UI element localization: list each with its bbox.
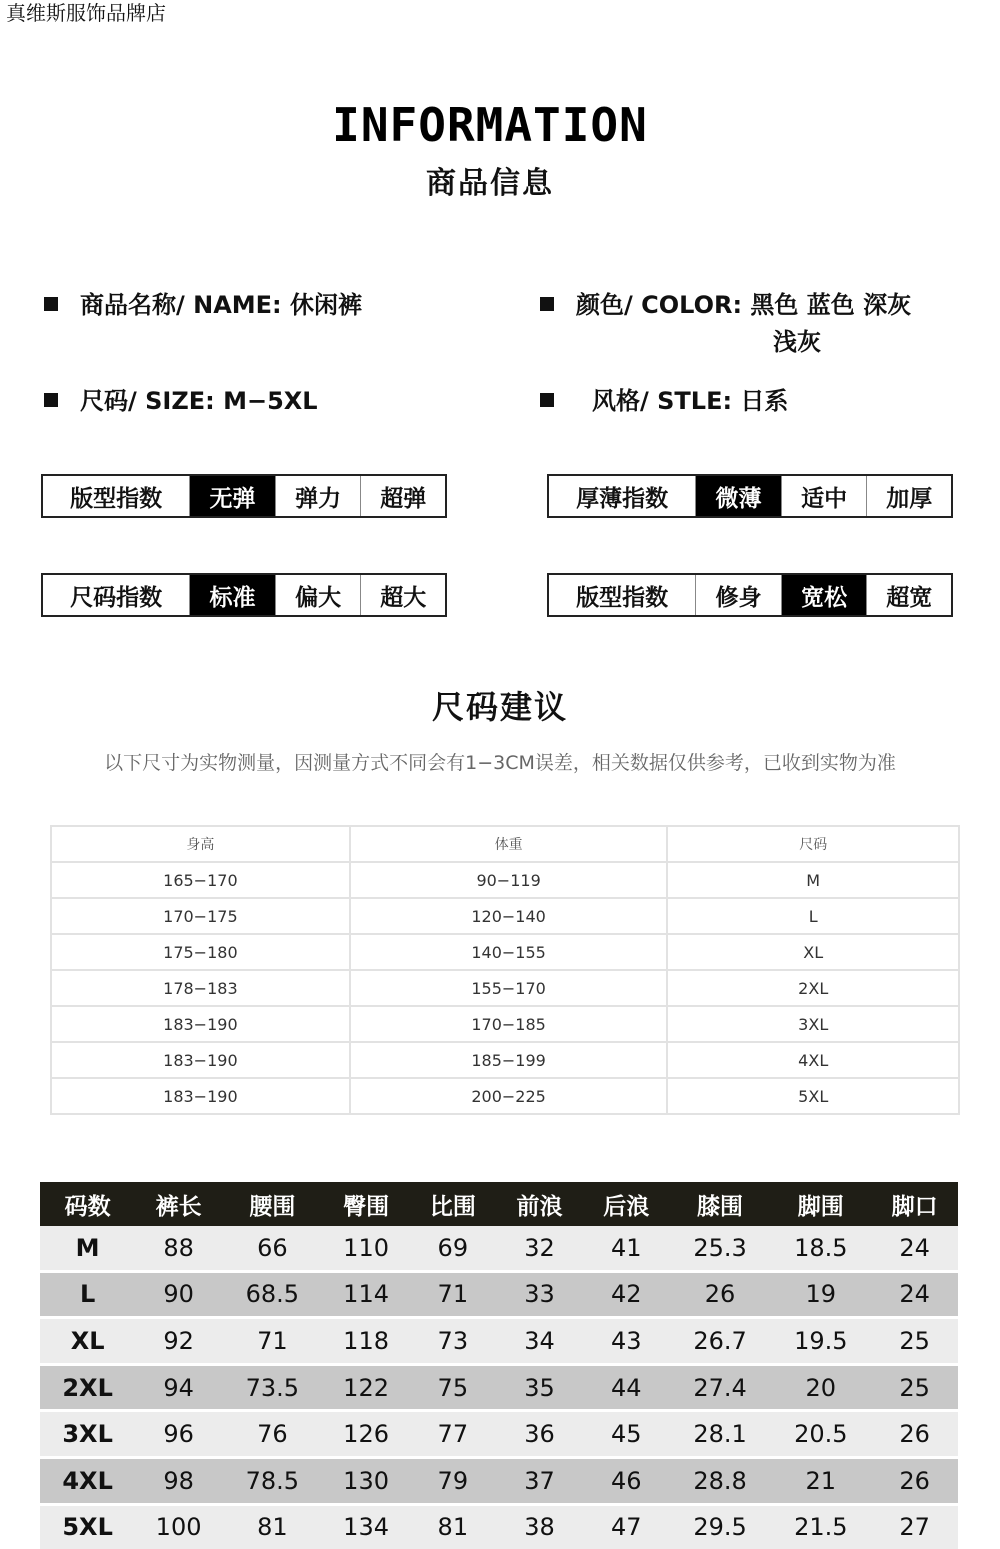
- bullet-square-icon: [540, 297, 554, 311]
- table-cell: 5XL: [40, 1504, 135, 1549]
- table-cell: 81: [222, 1504, 323, 1549]
- table-cell: 90−119: [350, 862, 668, 898]
- table-cell: 32: [496, 1226, 583, 1271]
- scale-label: 厚薄指数: [576, 485, 669, 512]
- table-cell: 94: [135, 1364, 222, 1411]
- table-row: [51, 970, 959, 1006]
- table-cell: 35: [496, 1364, 583, 1411]
- spec-name: [44, 288, 362, 322]
- table-cell: 41: [583, 1226, 670, 1271]
- table-cell: 3XL: [40, 1411, 135, 1458]
- scale-label: 版型指数: [70, 485, 163, 512]
- table-cell: 200−225: [350, 1078, 668, 1114]
- table-cell: 68.5: [222, 1271, 323, 1318]
- table-cell: 45: [583, 1411, 670, 1458]
- store-name: 真维斯服饰品牌店: [6, 1, 166, 25]
- table-row: [51, 1006, 959, 1042]
- table-cell: 92: [135, 1318, 222, 1365]
- header-cell: 身高: [51, 826, 350, 862]
- table-cell: 90: [135, 1271, 222, 1318]
- bullet-square-icon: [44, 297, 58, 311]
- scale-option: 超弹: [360, 476, 445, 516]
- spec-style: [540, 384, 788, 418]
- scale-option-selected: 微薄: [695, 476, 781, 516]
- table-row: [40, 1318, 958, 1365]
- table-cell: 73: [409, 1318, 496, 1365]
- table-cell: 100: [135, 1504, 222, 1549]
- info-title-cn: 商品信息: [426, 166, 554, 201]
- table-row: [40, 1226, 958, 1271]
- table-cell: 28.8: [670, 1457, 771, 1504]
- table-cell: 27: [871, 1504, 958, 1549]
- table-cell: 185−199: [350, 1042, 668, 1078]
- scale-option: 加厚: [866, 476, 951, 516]
- table-cell: 2XL: [667, 970, 959, 1006]
- spec-color-line2: 浅灰: [773, 328, 821, 356]
- table-cell: 2XL: [40, 1364, 135, 1411]
- table-row: [40, 1457, 958, 1504]
- spec-size-text: 尺码/ SIZE: M−5XL: [80, 387, 318, 415]
- spec-color-text: 颜色/ COLOR: 黑色 蓝色 深灰: [576, 291, 912, 319]
- table-cell: 21.5: [770, 1504, 871, 1549]
- scale-thickness: [547, 474, 953, 518]
- table-cell: 21: [770, 1457, 871, 1504]
- table-cell: 47: [583, 1504, 670, 1549]
- scale-fit: [547, 573, 953, 617]
- header-cell: 腰围: [222, 1182, 323, 1226]
- table-cell: 25: [871, 1364, 958, 1411]
- scale-option-selected: 无弹: [189, 476, 275, 516]
- table-cell: 19.5: [770, 1318, 871, 1365]
- header-cell: 码数: [40, 1182, 135, 1226]
- table-cell: 24: [871, 1226, 958, 1271]
- measurement-table: [40, 1182, 958, 1549]
- table-cell: 69: [409, 1226, 496, 1271]
- size-advice-note: 以下尺寸为实物测量，因测量方式不同会有1−3CM误差，相关数据仅供参考，已收到实物为准: [104, 752, 896, 774]
- header-cell: 膝围: [670, 1182, 771, 1226]
- table-cell: 165−170: [51, 862, 350, 898]
- table-cell: 98: [135, 1457, 222, 1504]
- scale-option: 适中: [781, 476, 867, 516]
- table-header-row: [40, 1182, 958, 1226]
- table-cell: 29.5: [670, 1504, 771, 1549]
- bullet-square-icon: [44, 393, 58, 407]
- spec-size: [44, 384, 318, 418]
- table-cell: 88: [135, 1226, 222, 1271]
- scale-option-selected: 宽松: [781, 575, 867, 615]
- header-cell: 后浪: [583, 1182, 670, 1226]
- table-cell: M: [40, 1226, 135, 1271]
- header-cell: 脚围: [770, 1182, 871, 1226]
- scale-option: 修身: [695, 575, 781, 615]
- table-cell: 42: [583, 1271, 670, 1318]
- size-advice-table: [50, 825, 960, 1115]
- table-cell: 183−190: [51, 1078, 350, 1114]
- table-cell: 26: [670, 1271, 771, 1318]
- table-cell: L: [667, 898, 959, 934]
- table-cell: 183−190: [51, 1042, 350, 1078]
- table-cell: 120−140: [350, 898, 668, 934]
- header-cell: 体重: [350, 826, 668, 862]
- table-row: [40, 1411, 958, 1458]
- spec-color: [540, 288, 911, 322]
- header-cell: 前浪: [496, 1182, 583, 1226]
- table-cell: 24: [871, 1271, 958, 1318]
- table-cell: 78.5: [222, 1457, 323, 1504]
- spec-style-text: 风格/ STLE: 日系: [592, 387, 789, 415]
- table-cell: 77: [409, 1411, 496, 1458]
- bullet-square-icon: [540, 393, 554, 407]
- table-row: [40, 1504, 958, 1549]
- info-title-en: INFORMATION: [332, 98, 648, 152]
- table-cell: 3XL: [667, 1006, 959, 1042]
- table-cell: 28.1: [670, 1411, 771, 1458]
- table-row: [40, 1271, 958, 1318]
- header-cell: 臀围: [323, 1182, 410, 1226]
- table-cell: 20: [770, 1364, 871, 1411]
- table-cell: 46: [583, 1457, 670, 1504]
- table-cell: 43: [583, 1318, 670, 1365]
- table-cell: 175−180: [51, 934, 350, 970]
- table-row: [51, 934, 959, 970]
- table-cell: 19: [770, 1271, 871, 1318]
- table-cell: 183−190: [51, 1006, 350, 1042]
- table-cell: 4XL: [667, 1042, 959, 1078]
- table-cell: 110: [323, 1226, 410, 1271]
- header-cell: 尺码: [667, 826, 959, 862]
- table-cell: 26: [871, 1411, 958, 1458]
- table-cell: 37: [496, 1457, 583, 1504]
- table-cell: 38: [496, 1504, 583, 1549]
- table-cell: XL: [40, 1318, 135, 1365]
- table-cell: 118: [323, 1318, 410, 1365]
- table-row: [51, 1042, 959, 1078]
- table-cell: 170−185: [350, 1006, 668, 1042]
- table-cell: 178−183: [51, 970, 350, 1006]
- table-cell: 18.5: [770, 1226, 871, 1271]
- scale-size: [41, 573, 447, 617]
- scale-option: 弹力: [275, 476, 361, 516]
- table-cell: 71: [222, 1318, 323, 1365]
- table-row: [51, 1078, 959, 1114]
- table-cell: 27.4: [670, 1364, 771, 1411]
- table-cell: 130: [323, 1457, 410, 1504]
- table-cell: 66: [222, 1226, 323, 1271]
- table-header-row: [51, 826, 959, 862]
- table-cell: 5XL: [667, 1078, 959, 1114]
- table-cell: 4XL: [40, 1457, 135, 1504]
- table-cell: 140−155: [350, 934, 668, 970]
- size-advice-title: 尺码建议: [431, 688, 568, 726]
- table-cell: 114: [323, 1271, 410, 1318]
- scale-option-selected: 标准: [189, 575, 275, 615]
- table-cell: 76: [222, 1411, 323, 1458]
- header-cell: 脚口: [871, 1182, 958, 1226]
- table-cell: 96: [135, 1411, 222, 1458]
- scale-label: 尺码指数: [70, 584, 163, 611]
- table-row: [51, 862, 959, 898]
- table-cell: 75: [409, 1364, 496, 1411]
- table-cell: 126: [323, 1411, 410, 1458]
- table-cell: 25.3: [670, 1226, 771, 1271]
- scale-option: 超大: [360, 575, 445, 615]
- table-cell: 34: [496, 1318, 583, 1365]
- scale-option: 偏大: [275, 575, 361, 615]
- table-cell: 71: [409, 1271, 496, 1318]
- table-cell: 73.5: [222, 1364, 323, 1411]
- table-cell: M: [667, 862, 959, 898]
- scale-elasticity: [41, 474, 447, 518]
- table-cell: 25: [871, 1318, 958, 1365]
- table-cell: 81: [409, 1504, 496, 1549]
- table-cell: 44: [583, 1364, 670, 1411]
- table-cell: 33: [496, 1271, 583, 1318]
- table-cell: 122: [323, 1364, 410, 1411]
- scale-label: 版型指数: [576, 584, 669, 611]
- table-cell: 134: [323, 1504, 410, 1549]
- scale-option: 超宽: [866, 575, 951, 615]
- table-cell: L: [40, 1271, 135, 1318]
- table-cell: 79: [409, 1457, 496, 1504]
- table-cell: 26.7: [670, 1318, 771, 1365]
- header-cell: 裤长: [135, 1182, 222, 1226]
- spec-name-text: 商品名称/ NAME: 休闲裤: [80, 291, 363, 319]
- table-cell: XL: [667, 934, 959, 970]
- table-cell: 20.5: [770, 1411, 871, 1458]
- table-row: [40, 1364, 958, 1411]
- table-row: [51, 898, 959, 934]
- table-cell: 36: [496, 1411, 583, 1458]
- table-cell: 170−175: [51, 898, 350, 934]
- header-cell: 比围: [409, 1182, 496, 1226]
- table-cell: 26: [871, 1457, 958, 1504]
- table-cell: 155−170: [350, 970, 668, 1006]
